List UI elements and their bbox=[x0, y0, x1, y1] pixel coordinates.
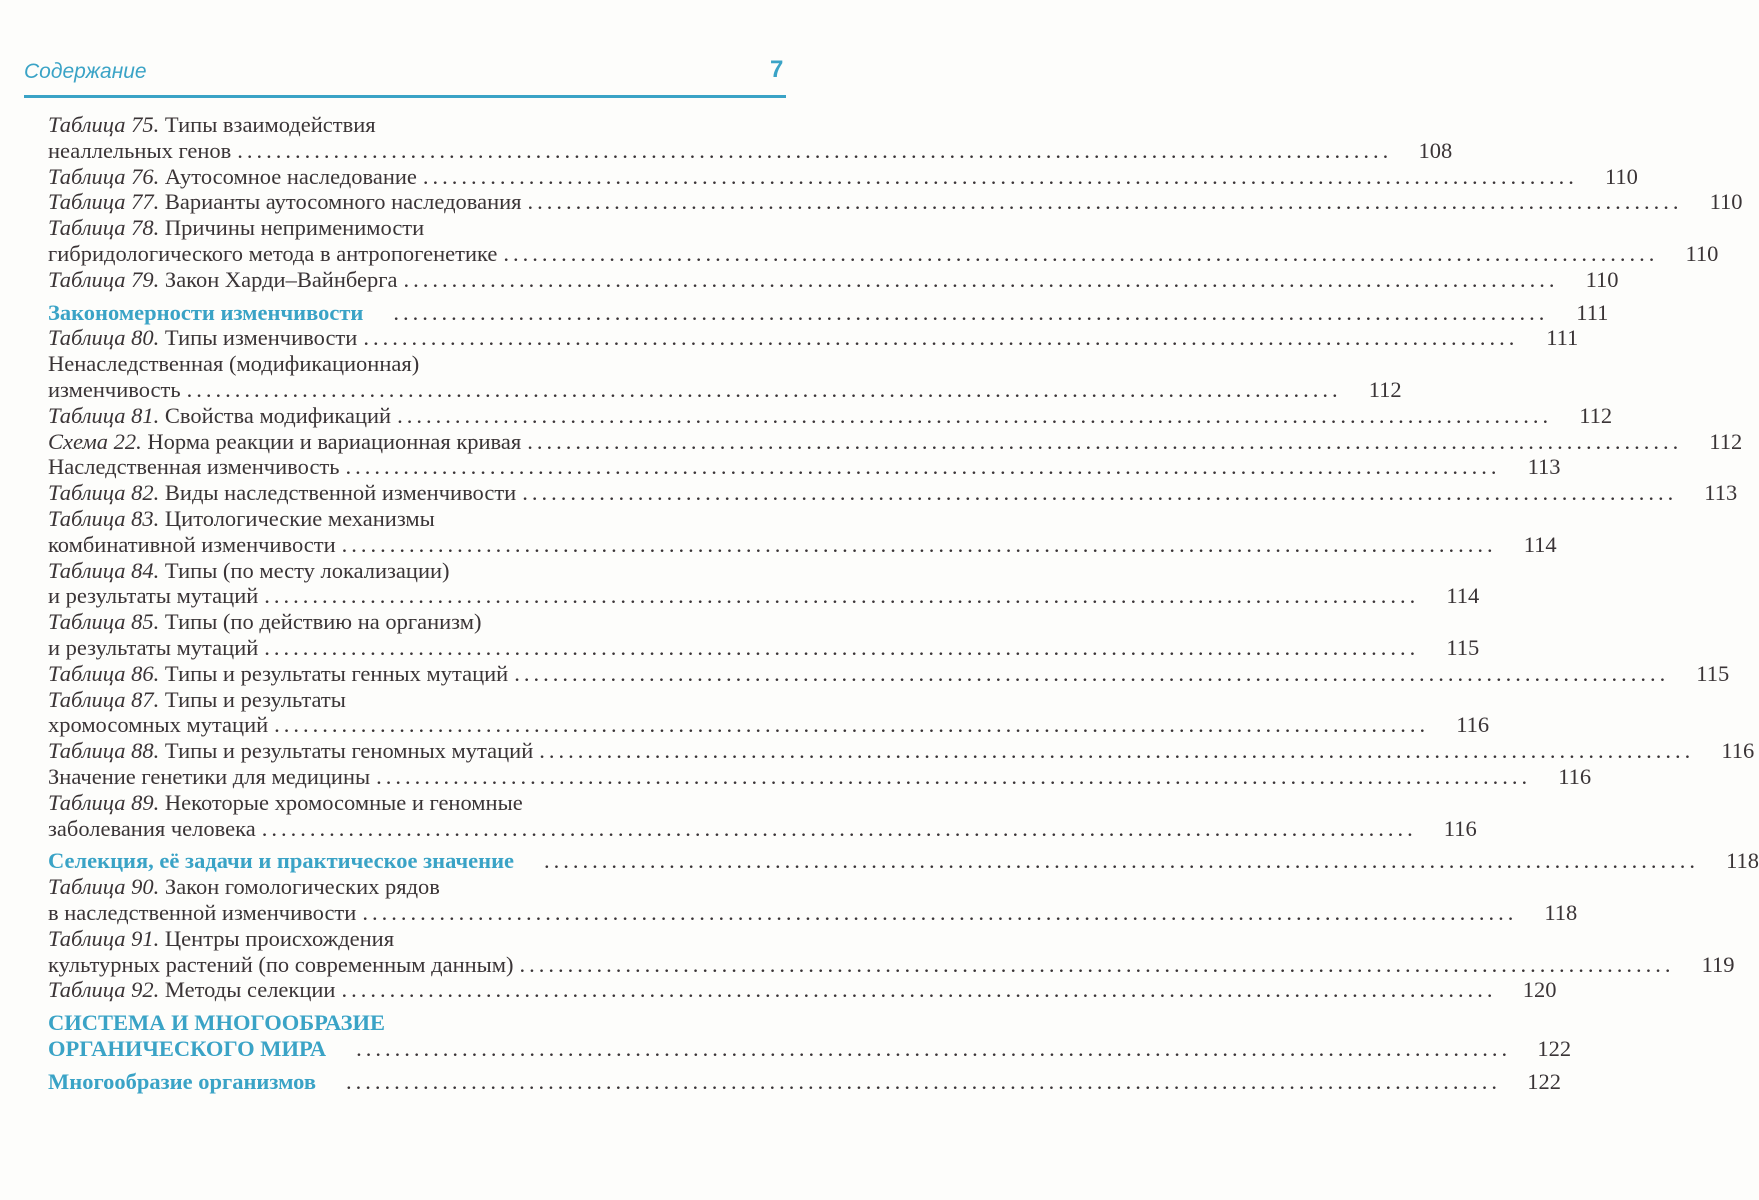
entry-text bbox=[48, 1010, 385, 1036]
toc-entry[interactable] bbox=[48, 925, 1735, 978]
toc-line bbox=[48, 189, 1743, 215]
toc-entry[interactable] bbox=[48, 351, 1402, 403]
toc-entry[interactable] bbox=[48, 112, 1453, 164]
entry-title: Селекция, её задачи и практическое значение bbox=[48, 848, 515, 874]
entry-text bbox=[48, 977, 335, 1003]
entry-text bbox=[48, 738, 533, 764]
entry-label: Таблица 87. bbox=[48, 686, 160, 712]
entry-text bbox=[48, 215, 424, 241]
entry-label: Таблица 79. bbox=[48, 266, 160, 292]
header-rule bbox=[24, 95, 786, 98]
entry-page-number: 110 bbox=[1585, 266, 1619, 292]
toc-line bbox=[48, 687, 786, 713]
entry-title: заболевания человека bbox=[48, 815, 256, 841]
toc-section[interactable] bbox=[48, 299, 1609, 326]
toc-line bbox=[48, 428, 1743, 455]
entry-text bbox=[48, 790, 523, 816]
entry-page-number: 116 bbox=[1558, 763, 1592, 789]
entry-text bbox=[48, 583, 258, 609]
entry-page-number: 113 bbox=[1704, 480, 1738, 506]
entry-page-number: 114 bbox=[1446, 583, 1480, 609]
toc-line bbox=[48, 402, 1613, 429]
dot-leader: ........................................................................................................................ bbox=[362, 899, 1518, 925]
toc-line bbox=[48, 874, 786, 900]
entry-text bbox=[48, 609, 481, 635]
entry-text bbox=[48, 506, 435, 532]
entry-label: Таблица 92. bbox=[48, 977, 160, 1003]
toc-entry[interactable] bbox=[48, 977, 1557, 1003]
entry-text bbox=[48, 848, 514, 874]
entry-title: Центры происхождения bbox=[164, 925, 395, 951]
toc-entry[interactable] bbox=[48, 505, 1557, 558]
entry-page-number: 111 bbox=[1546, 325, 1579, 351]
entry-title: Типы (по месту локализации) bbox=[164, 557, 450, 583]
dot-leader: ........................................................................................................................ bbox=[264, 634, 1420, 660]
entry-label: Таблица 89. bbox=[48, 789, 160, 815]
entry-title: СИСТЕМА И МНОГООБРАЗИЕ bbox=[48, 1010, 386, 1036]
dot-leader: ........................................................................................................................ bbox=[363, 325, 1519, 351]
entry-text bbox=[48, 454, 340, 480]
dot-leader: ........................................................................................................................ bbox=[514, 660, 1670, 686]
dot-leader: ........................................................................................................................ bbox=[186, 376, 1342, 402]
entry-title: Типы взаимодействия bbox=[164, 112, 376, 137]
entry-text bbox=[48, 558, 450, 584]
dot-leader: ........................................................................................................................ bbox=[522, 480, 1678, 506]
toc-line bbox=[48, 712, 1490, 738]
entry-text bbox=[48, 189, 522, 215]
entry-title: Закономерности изменчивости bbox=[48, 299, 364, 325]
entry-text bbox=[48, 874, 440, 900]
entry-page-number: 116 bbox=[1443, 815, 1477, 841]
dot-leader: ........................................................................................................................ bbox=[237, 137, 1393, 163]
toc-line bbox=[48, 351, 786, 377]
entry-title: Типы изменчивости bbox=[164, 325, 358, 351]
entry-title: гибридологического метода в антропогенетике bbox=[48, 240, 498, 266]
entry-page-number: 110 bbox=[1604, 163, 1638, 189]
toc-entry[interactable] bbox=[48, 557, 1480, 610]
dot-leader: ........................................................................................................................ bbox=[261, 815, 1417, 841]
entry-title: Типы и результаты генных мутаций bbox=[164, 660, 509, 686]
entry-title: Свойства модификаций bbox=[164, 402, 392, 428]
dot-leader: ........................................................................................................................ bbox=[341, 977, 1497, 1003]
toc-line bbox=[48, 240, 1719, 267]
entry-title: хромосомных мутаций bbox=[48, 712, 269, 738]
entry-page-number: 110 bbox=[1709, 189, 1743, 215]
entry-text bbox=[48, 1069, 316, 1095]
toc-entry[interactable] bbox=[48, 686, 1490, 739]
entry-title: Методы селекции bbox=[164, 977, 336, 1003]
dot-leader: ........................................................................................................................ bbox=[544, 848, 1700, 874]
entry-title: Ненаследственная (модификационная) bbox=[48, 351, 420, 377]
toc-entry[interactable] bbox=[48, 266, 1619, 293]
toc-line bbox=[48, 790, 786, 816]
entry-label: Таблица 76. bbox=[48, 163, 160, 189]
entry-page-number: 122 bbox=[1527, 1068, 1561, 1094]
toc-line bbox=[48, 977, 1557, 1003]
toc-line bbox=[48, 815, 1477, 842]
toc-line bbox=[48, 376, 1402, 403]
toc-line bbox=[48, 583, 1480, 609]
entry-page-number: 112 bbox=[1579, 402, 1613, 428]
table-of-contents bbox=[48, 112, 1759, 1094]
entry-text bbox=[48, 764, 370, 790]
entry-title: Наследственная изменчивость bbox=[48, 454, 340, 480]
entry-text bbox=[48, 816, 256, 842]
toc-line bbox=[48, 1068, 1561, 1095]
entry-title: Виды наследственной изменчивости bbox=[164, 480, 517, 506]
entry-title: Типы и результаты bbox=[164, 686, 346, 712]
entry-text bbox=[48, 635, 258, 661]
entry-label: Таблица 77. bbox=[48, 189, 160, 215]
page-number: 7 bbox=[770, 56, 784, 83]
entry-title: Цитологические механизмы bbox=[164, 505, 435, 531]
entry-title: изменчивость bbox=[48, 376, 181, 402]
dot-leader: ........................................................................................................................ bbox=[345, 454, 1501, 480]
toc-line bbox=[48, 660, 1730, 687]
dot-leader: ........................................................................................................................ bbox=[376, 763, 1532, 789]
toc-entry[interactable] bbox=[48, 428, 1743, 455]
entry-label: Таблица 78. bbox=[48, 215, 160, 241]
entry-label: Таблица 90. bbox=[48, 874, 160, 900]
toc-entry[interactable] bbox=[48, 480, 1738, 506]
entry-title: Закон Харди–Вайнберга bbox=[164, 266, 398, 292]
dot-leader: ........................................................................................................................ bbox=[503, 240, 1659, 266]
toc-line bbox=[48, 266, 1619, 293]
toc-entry[interactable] bbox=[48, 325, 1579, 351]
entry-label: Таблица 82. bbox=[48, 480, 160, 506]
entry-text bbox=[48, 661, 508, 687]
toc-line bbox=[48, 299, 1609, 326]
entry-text bbox=[48, 325, 357, 351]
entry-text bbox=[48, 687, 346, 713]
entry-title: Типы и результаты геномных мутаций bbox=[164, 738, 534, 764]
running-header-title: Содержание bbox=[24, 60, 147, 83]
entry-page-number: 113 bbox=[1527, 454, 1561, 480]
entry-page-number: 111 bbox=[1576, 299, 1609, 325]
toc-line bbox=[48, 506, 786, 532]
entry-text bbox=[48, 267, 398, 293]
toc-line bbox=[48, 163, 1638, 190]
entry-page-number: 115 bbox=[1446, 634, 1480, 660]
entry-title: в наследственной изменчивости bbox=[48, 899, 357, 925]
entry-page-number: 112 bbox=[1709, 428, 1743, 454]
entry-label: Таблица 84. bbox=[48, 557, 160, 583]
toc-line bbox=[48, 1035, 1572, 1062]
toc-line bbox=[48, 112, 786, 138]
dot-leader: ........................................................................................................................ bbox=[527, 428, 1683, 454]
toc-entry[interactable] bbox=[48, 163, 1638, 190]
entry-title: Многообразие организмов bbox=[48, 1068, 316, 1094]
dot-leader: ........................................................................................................................ bbox=[346, 1068, 1501, 1094]
toc-entry[interactable] bbox=[48, 763, 1592, 790]
dot-leader: ........................................................................................................................ bbox=[264, 583, 1420, 609]
entry-title: Значение генетики для медицины bbox=[48, 763, 371, 789]
entry-page-number: 108 bbox=[1418, 137, 1453, 163]
toc-entry[interactable] bbox=[48, 189, 1743, 215]
entry-text bbox=[48, 926, 394, 952]
toc-line bbox=[48, 634, 1480, 661]
toc-entry[interactable] bbox=[48, 874, 1578, 926]
entry-label: Таблица 88. bbox=[48, 738, 160, 764]
entry-label: Таблица 91. bbox=[48, 925, 160, 951]
toc-line bbox=[48, 215, 786, 241]
entry-label: Таблица 75. bbox=[48, 112, 160, 137]
dot-leader: ........................................................................................................................ bbox=[527, 189, 1683, 215]
entry-label: Таблица 81. bbox=[48, 402, 160, 428]
entry-page-number: 120 bbox=[1522, 977, 1557, 1003]
dot-leader: ........................................................................................................................ bbox=[341, 531, 1497, 557]
entry-text bbox=[48, 1036, 326, 1062]
entry-label: Таблица 80. bbox=[48, 325, 160, 351]
dot-leader: ........................................................................................................................ bbox=[539, 738, 1695, 764]
toc-entry[interactable] bbox=[48, 454, 1561, 480]
entry-text bbox=[48, 900, 356, 926]
toc-line bbox=[48, 951, 1735, 978]
entry-label: Таблица 85. bbox=[48, 609, 160, 635]
toc-entry[interactable] bbox=[48, 738, 1755, 764]
entry-title: культурных растений (по современным данным) bbox=[48, 951, 514, 977]
entry-page-number: 114 bbox=[1523, 531, 1557, 557]
entry-text bbox=[48, 429, 521, 455]
toc-line bbox=[48, 738, 1755, 764]
entry-title: неаллельных генов bbox=[48, 137, 232, 163]
toc-line bbox=[48, 480, 1738, 506]
entry-title: ОРГАНИЧЕСКОГО МИРА bbox=[48, 1035, 327, 1061]
entry-page-number: 115 bbox=[1696, 660, 1730, 686]
toc-line bbox=[48, 137, 1453, 164]
toc-section[interactable] bbox=[48, 848, 1759, 874]
dot-leader: ........................................................................................................................ bbox=[274, 712, 1430, 738]
toc-line bbox=[48, 325, 1579, 351]
entry-title: Типы (по действию на организм) bbox=[164, 609, 482, 635]
entry-text bbox=[48, 480, 516, 506]
toc-line bbox=[48, 609, 786, 635]
entry-title: Закон гомологических рядов bbox=[164, 874, 440, 900]
dot-leader: ........................................................................................................................ bbox=[356, 1035, 1512, 1061]
toc-section[interactable] bbox=[48, 1010, 1572, 1062]
toc-line bbox=[48, 899, 1578, 926]
entry-text bbox=[48, 532, 336, 558]
entry-title: Причины неприменимости bbox=[164, 215, 425, 241]
entry-text bbox=[48, 138, 231, 164]
toc-entry[interactable] bbox=[48, 789, 1477, 842]
entry-page-number: 116 bbox=[1456, 712, 1490, 738]
entry-text bbox=[48, 403, 391, 429]
toc-entry[interactable] bbox=[48, 660, 1730, 687]
toc-entry[interactable] bbox=[48, 402, 1613, 429]
toc-line bbox=[48, 558, 786, 584]
toc-entry[interactable] bbox=[48, 215, 1719, 267]
entry-title: комбинативной изменчивости bbox=[48, 531, 336, 557]
entry-text bbox=[48, 164, 417, 190]
toc-section[interactable] bbox=[48, 1068, 1561, 1095]
entry-text bbox=[48, 712, 268, 738]
entry-label: Схема 22. bbox=[48, 428, 142, 454]
entry-title: и результаты мутаций bbox=[48, 634, 259, 660]
entry-title: Варианты аутосомного наследования bbox=[164, 189, 522, 215]
entry-page-number: 122 bbox=[1537, 1035, 1572, 1061]
entry-text bbox=[48, 377, 181, 403]
entry-page-number: 118 bbox=[1544, 899, 1578, 925]
toc-line bbox=[48, 926, 786, 952]
toc-entry[interactable] bbox=[48, 609, 1480, 661]
toc-line bbox=[48, 531, 1557, 558]
entry-text bbox=[48, 300, 363, 326]
entry-title: Норма реакции и вариационная кривая bbox=[147, 428, 522, 454]
dot-leader: ........................................................................................................................ bbox=[519, 951, 1675, 977]
dot-leader: ........................................................................................................................ bbox=[422, 163, 1578, 189]
dot-leader: ........................................................................................................................ bbox=[397, 402, 1553, 428]
dot-leader: ........................................................................................................................ bbox=[403, 266, 1559, 292]
toc-line bbox=[48, 454, 1561, 480]
toc-line bbox=[48, 763, 1592, 790]
entry-text bbox=[48, 351, 419, 377]
entry-label: Таблица 83. bbox=[48, 505, 160, 531]
entry-title: Некоторые хромосомные и геномные bbox=[164, 789, 523, 815]
entry-text bbox=[48, 112, 376, 138]
dot-leader: ........................................................................................................................ bbox=[393, 299, 1549, 325]
entry-page-number: 116 bbox=[1721, 738, 1755, 764]
entry-page-number: 118 bbox=[1726, 848, 1759, 874]
entry-label: Таблица 86. bbox=[48, 660, 160, 686]
entry-title: Аутосомное наследование bbox=[164, 163, 417, 189]
entry-page-number: 112 bbox=[1368, 376, 1402, 402]
entry-text bbox=[48, 241, 497, 267]
entry-text bbox=[48, 952, 514, 978]
entry-page-number: 119 bbox=[1701, 951, 1735, 977]
entry-title: и результаты мутаций bbox=[48, 583, 259, 609]
toc-line bbox=[48, 848, 1759, 874]
toc-line bbox=[48, 1010, 786, 1036]
entry-page-number: 110 bbox=[1685, 240, 1719, 266]
